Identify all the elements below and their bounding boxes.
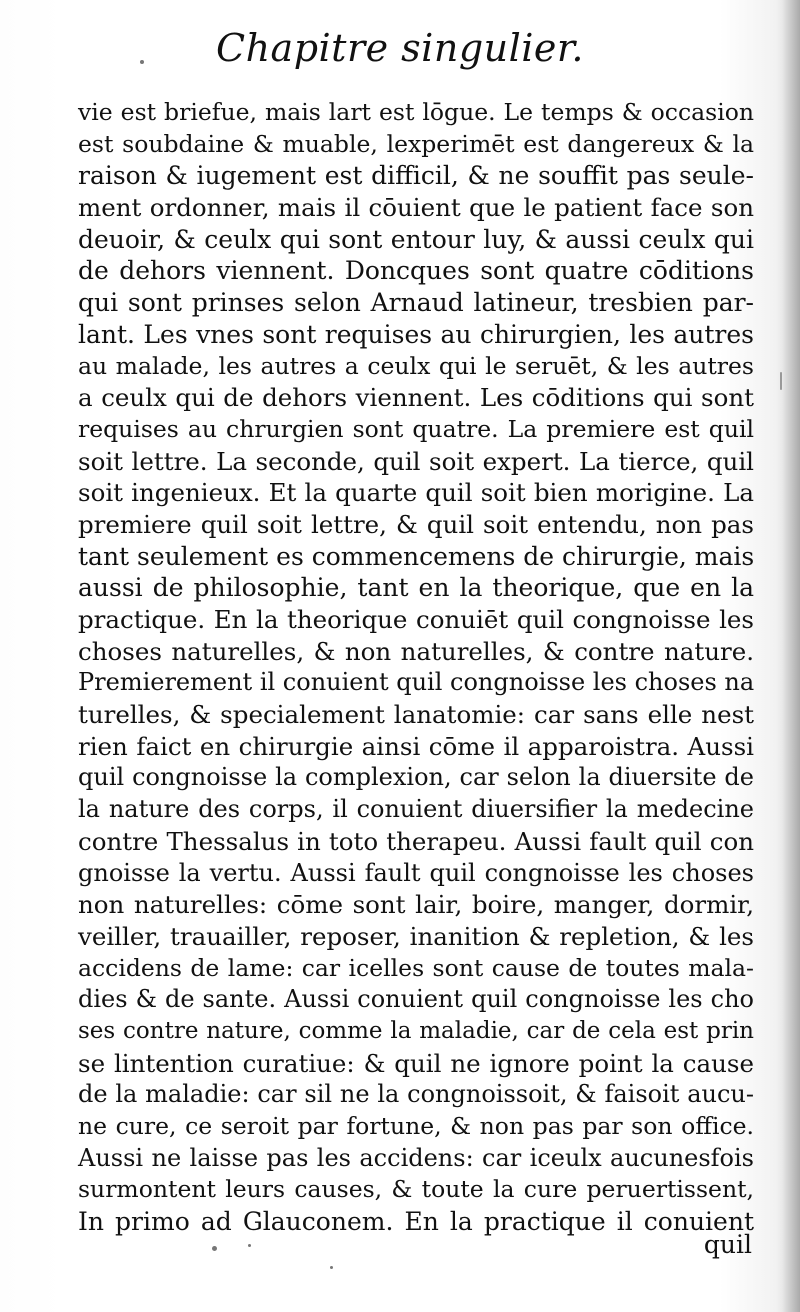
- text-line: de dehors viennent. Doncques sont quatre cōditions: [78, 256, 754, 286]
- text-line: aussi de philosophie, tant en la theorique, que en la: [78, 573, 754, 603]
- text-line: contre Thessalus in toto therapeu. Aussi fault quil con: [78, 826, 754, 856]
- text-line: ne cure, ce seroit par fortune, & non pas par son office.: [78, 1112, 754, 1140]
- text-line: raison & iugement est difficil, & ne souffit pas seule-: [78, 161, 754, 191]
- text-line: accidens de lame: car icelles sont cause de toutes mala-: [78, 953, 754, 982]
- text-line: Aussi ne laisse pas les accidens: car iceulx aucunesfois: [78, 1143, 754, 1172]
- text-line: ses contre nature, comme la maladie, car de cela est prin: [78, 1017, 754, 1044]
- text-line: gnoisse la vertu. Aussi fault quil congnoisse les choses: [78, 858, 754, 887]
- text-line: au malade, les autres a ceulx qui le seruēt, & les autres: [78, 351, 754, 380]
- text-line: practique. En la theorique conuiēt quil congnoisse les: [78, 605, 754, 634]
- text-line: tant seulement es commencemens de chirurgie, mais: [78, 541, 755, 571]
- text-line: de la maladie: car sil ne la congnoissoit, & faisoit aucu-: [78, 1080, 754, 1109]
- catchword: quil: [703, 1230, 752, 1259]
- text-line: non naturelles: cōme sont lair, boire, manger, dormir,: [78, 890, 754, 920]
- text-line: surmontent leurs causes, & toute la cure peruertissent,: [78, 1175, 754, 1204]
- text-line: rien faict en chirurgie ainsi cōme il apparoistra. Aussi: [78, 731, 754, 761]
- text-line: qui sont prinses selon Arnaud latineur, tresbien par-: [78, 288, 754, 318]
- text-line: la nature des corps, il conuient diuersifier la medecine: [78, 795, 754, 824]
- text-line: quil congnoisse la complexion, car selon la diuersite de: [78, 763, 754, 792]
- text-line: requises au chrurgien sont quatre. La premiere est quil: [78, 414, 754, 443]
- running-head: Chapitre singulier.: [216, 26, 584, 70]
- text-line: choses naturelles, & non naturelles, & contre nature.: [78, 636, 754, 666]
- body-text: [78, 97, 754, 1238]
- page-edge-shadow: [782, 0, 800, 1312]
- text-line: In primo ad Glauconem. En la practique il conuient: [78, 1207, 754, 1237]
- text-line: Premierement il conuient quil congnoisse les choses na: [78, 668, 755, 697]
- text-line: lant. Les vnes sont requises au chirurgien, les autres: [78, 319, 754, 349]
- text-line: dies & de sante. Aussi conuient quil congnoisse les cho: [78, 985, 754, 1014]
- text-line: premiere quil soit lettre, & quil soit entendu, non pas: [78, 509, 754, 539]
- text-line: soit lettre. La seconde, quil soit expert. La tierce, quil: [78, 446, 754, 476]
- text-line: se lintention curatiue: & quil ne ignore point la cause: [78, 1048, 754, 1078]
- text-line: veiller, trauailler, reposer, inanition & repletion, & les: [78, 921, 754, 951]
- text-line: deuoir, & ceulx qui sont entour luy, & aussi ceulx qui: [78, 224, 754, 254]
- text-line: a ceulx qui de dehors viennent. Les cōditions qui sont: [78, 383, 754, 413]
- text-line: ment ordonner, mais il cōuient que le patient face son: [78, 193, 754, 223]
- text-line: est soubdaine & muable, lexperimēt est dangereux & la: [78, 129, 754, 158]
- text-line: soit ingenieux. Et la quarte quil soit bien morigine. La: [78, 478, 754, 508]
- text-line: turelles, & specialement lanatomie: car sans elle nest: [78, 700, 754, 730]
- text-line: vie est briefue, mais lart est lōgue. Le temps & occasion: [78, 98, 754, 126]
